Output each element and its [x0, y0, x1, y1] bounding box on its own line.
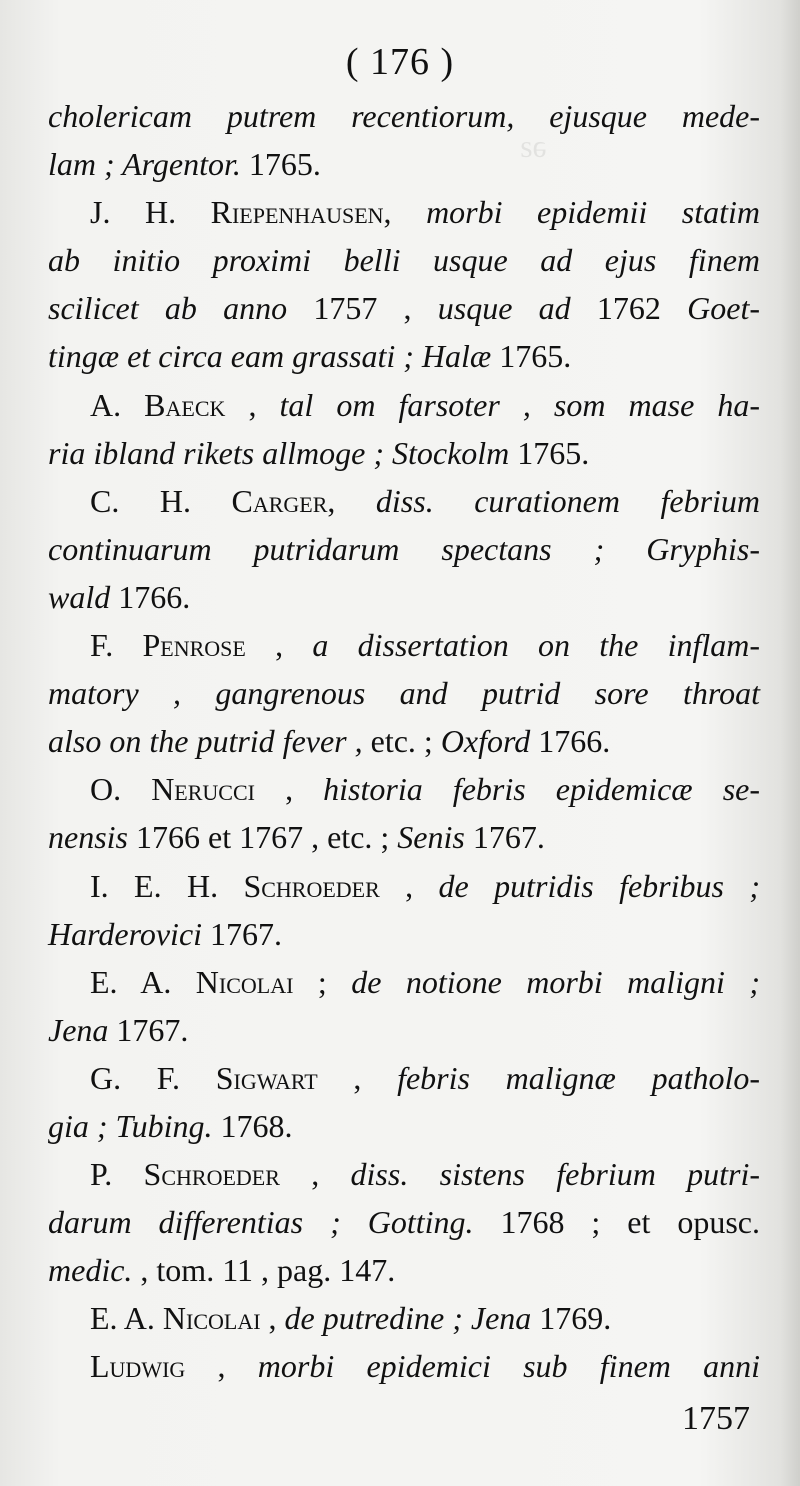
text-line: [48, 188, 760, 236]
plain-text: 1766.: [118, 578, 191, 615]
plain-text: ,: [383, 194, 427, 231]
text-line: [48, 525, 760, 573]
text-line: [48, 1342, 760, 1390]
plain-text: ,: [260, 1300, 285, 1337]
text-line: [48, 1150, 760, 1198]
text-line: [48, 1246, 760, 1294]
title-text: lam ; Argentor.: [48, 146, 249, 183]
text-line: [48, 140, 760, 188]
plain-text: ,: [317, 1059, 398, 1096]
plain-text: 1767.: [210, 915, 283, 952]
title-text: febris malignæ patholo-: [397, 1059, 760, 1096]
text-line: [48, 1102, 760, 1150]
text-line: [48, 717, 760, 765]
plain-text: 1766 et 1767 , etc. ;: [136, 819, 398, 856]
title-text: ria ibland rikets allmoge ; Stockolm: [48, 434, 518, 471]
plain-text: 1769.: [539, 1300, 612, 1337]
plain-text: 1765.: [248, 146, 321, 183]
title-text: continuarum putridarum spectans ; Gryphis-: [48, 530, 760, 567]
author-name: F. Penrose: [90, 627, 246, 664]
plain-text: 1765.: [517, 434, 590, 471]
text-line: [48, 236, 760, 284]
plain-text: 1768.: [220, 1107, 293, 1144]
plain-text: ,: [279, 1156, 351, 1193]
title-text: a dissertation on the inflam-: [312, 627, 760, 664]
title-text: wald: [48, 578, 119, 615]
plain-text: ,: [245, 627, 313, 664]
title-text: usque ad: [437, 290, 597, 327]
title-text: gia ; Tubing.: [48, 1107, 221, 1144]
plain-text: etc. ;: [370, 723, 441, 760]
plain-text: 1767.: [472, 819, 545, 856]
author-name: O. Nerucci: [90, 771, 255, 808]
title-text: Jena: [48, 1011, 117, 1048]
title-text: nensis: [48, 819, 136, 856]
author-name: Ludwig: [90, 1348, 186, 1385]
title-text: darum differentias ; Gotting.: [48, 1204, 501, 1241]
text-line: [48, 429, 760, 477]
author-name: E. A. Nicolai: [90, 963, 294, 1000]
author-name: J. H. Riepenhausen: [90, 194, 384, 231]
title-text: diss. sistens febrium putri-: [350, 1156, 761, 1193]
text-line: [48, 284, 760, 332]
text-line: [48, 1198, 760, 1246]
title-text: ab initio proximi belli usque ad ejus finem: [48, 242, 760, 279]
text-line: [48, 1294, 760, 1342]
plain-text: , tom. 11 , pag. 147.: [132, 1252, 396, 1289]
title-text: morbi epidemici sub finem anni: [257, 1348, 760, 1385]
text-line: [48, 813, 760, 861]
plain-text: 1765.: [499, 338, 572, 375]
title-text: tingæ et circa eam grassati ; Halæ: [48, 338, 500, 375]
title-text: historia febris epidemicæ se-: [323, 771, 760, 808]
text-line: [48, 910, 760, 958]
text-line: [48, 332, 760, 380]
title-text: matory , gangrenous and putrid sore throat: [48, 675, 760, 712]
plain-text: 1757: [313, 290, 378, 327]
plain-text: ,: [377, 290, 438, 327]
text-line: [48, 958, 760, 1006]
author-name: G. F. Sigwart: [90, 1059, 318, 1096]
bleed-through-text: ǝƨ: [520, 128, 547, 164]
title-text: Senis: [397, 819, 473, 856]
title-text: medic.: [48, 1252, 133, 1289]
title-text: tal om farsoter , som mase ha-: [279, 386, 761, 423]
plain-text: ,: [185, 1348, 258, 1385]
text-line: [48, 1054, 760, 1102]
title-text: scilicet ab anno: [48, 290, 314, 327]
author-name: P. Schroeder: [90, 1156, 280, 1193]
plain-text: 1766.: [538, 723, 611, 760]
plain-text: 1762: [596, 290, 661, 327]
text-line: [48, 381, 760, 429]
plain-text: ,: [225, 386, 280, 423]
title-text: morbi epidemii statim: [426, 194, 760, 231]
catchword: 1757: [682, 1400, 750, 1437]
author-name: I. E. H. Schroeder: [90, 867, 380, 904]
plain-text: ,: [254, 771, 324, 808]
title-text: de notione morbi maligni ;: [351, 963, 761, 1000]
plain-text: 1768 ; et opusc.: [500, 1204, 760, 1241]
title-text: Harderovici: [48, 915, 211, 952]
title-text: also on the putrid fever ,: [48, 723, 371, 760]
title-text: diss. curationem febrium: [375, 482, 761, 519]
author-name: E. A. Nicolai: [90, 1300, 261, 1337]
title-text: cholericam putrem recentiorum, ejusque mede-: [48, 98, 760, 134]
plain-text: ,: [379, 867, 439, 904]
plain-text: 1767.: [116, 1011, 189, 1048]
author-name: A. Baeck: [90, 386, 226, 423]
title-text: de putredine ; Jena: [284, 1300, 540, 1337]
plain-text: ,: [327, 482, 376, 519]
text-line: [48, 1006, 760, 1054]
text-line: [48, 573, 760, 621]
text-line: [48, 765, 760, 813]
text-line: [48, 477, 760, 525]
title-text: de putridis febribus ;: [438, 867, 760, 904]
page-number: ( 176 ): [345, 41, 455, 83]
author-name: C. H. Carger: [90, 482, 328, 519]
bibliography-text: [48, 92, 760, 1391]
text-line: [48, 621, 760, 669]
text-line: [48, 862, 760, 910]
text-line: [48, 669, 760, 717]
text-line: [48, 92, 760, 140]
title-text: Oxford: [440, 723, 539, 760]
plain-text: ;: [293, 963, 352, 1000]
title-text: Goet-: [660, 290, 761, 327]
